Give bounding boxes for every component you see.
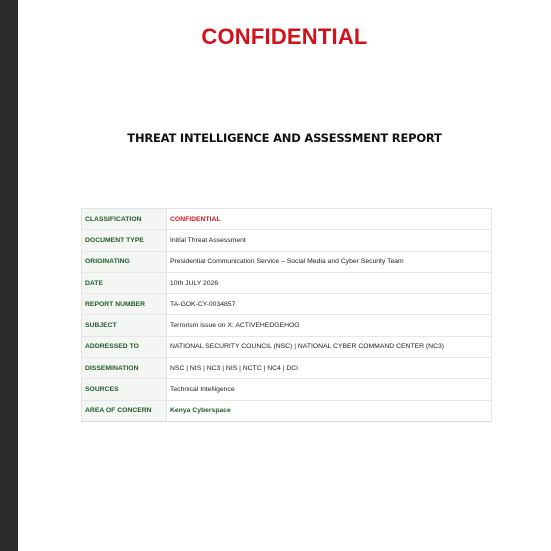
table-row-report-number [82,294,492,315]
classification-value: CONFIDENTIAL [167,209,492,230]
table-row-document-type [82,230,492,251]
table-row-subject [82,315,492,336]
row-label: SUBJECT [82,315,167,336]
table-row-addressed-to [82,336,492,357]
addressed-to-value: NATIONAL SECURITY COUNCIL (NSC) | NATIONAL CYBER COMMAND CENTER (NC3) [167,336,492,357]
report-title: THREAT INTELLIGENCE AND ASSESSMENT REPORT [127,131,442,145]
row-label: ORIGINATING [82,251,167,272]
viewer-sidebar-edge [0,0,18,551]
report-number-value: TA-GOK-CY-0034857 [167,294,492,315]
confidential-stamp: CONFIDENTIAL [201,24,368,49]
report-metadata-table [81,208,492,422]
row-label: REPORT NUMBER [82,294,167,315]
document-page [18,0,551,551]
row-label: CLASSIFICATION [82,209,167,230]
document-type-value: Initial Threat Assessment [167,230,492,251]
row-label: DISSEMINATION [82,358,167,379]
date-value: 10th JULY 2026 [167,272,492,293]
dissemination-value: NSC | NIS | NC3 | NIS | NCTC | NC4 | DCI [167,358,492,379]
row-label: DOCUMENT TYPE [82,230,167,251]
sources-value: Technical Intelligence [167,379,492,400]
table-row-sources [82,379,492,400]
row-label: ADDRESSED TO [82,336,167,357]
subject-value: Terrorism issue on X: ACTIVEHEDGEHOG [167,315,492,336]
originating-value: Presidential Communication Service – Social Media and Cyber Security Team [167,251,492,272]
row-label: DATE [82,272,167,293]
table-row-area-of-concern [82,400,492,421]
table-row-date [82,272,492,293]
row-label: AREA OF CONCERN [82,400,167,421]
row-label: SOURCES [82,379,167,400]
table-row-classification [82,209,492,230]
table-row-originating [82,251,492,272]
area-of-concern-value: Kenya Cyberspace [167,400,492,421]
table-row-dissemination [82,358,492,379]
